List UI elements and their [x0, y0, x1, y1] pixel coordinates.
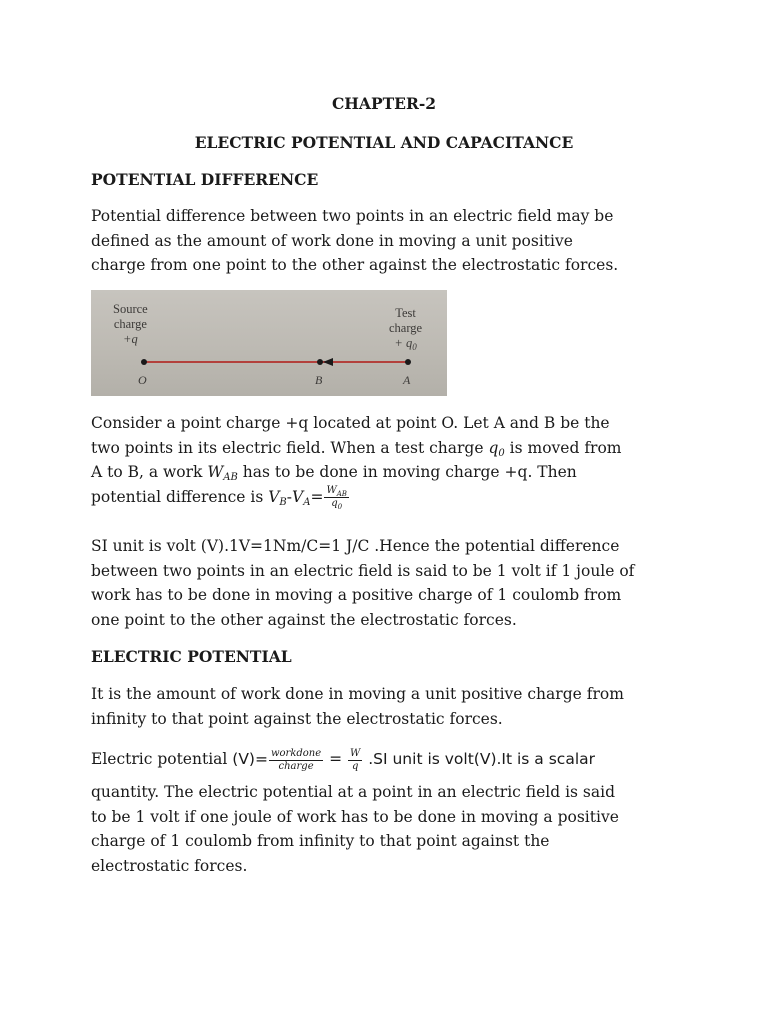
text-line: electrostatic forces. [91, 856, 248, 875]
text-line: SI unit is volt (V).1V=1Nm/C=1 J/C .Hence the potential difference [91, 537, 620, 555]
charge-diagram-photo [91, 290, 447, 396]
text-line: charge of 1 coulomb from infinity to that point against the [91, 832, 550, 850]
text-line: defined as the amount of work done in moving a unit positive [91, 231, 573, 250]
test-charge-label [389, 306, 422, 351]
text-line: one point to the other against the electrostatic forces. [91, 610, 517, 629]
fraction-denominator: q [351, 760, 359, 772]
text-line: Potential difference between two points in an electric field may be [91, 207, 614, 225]
text-fragment: = [324, 750, 348, 768]
source-label-line: Source [113, 302, 148, 316]
point-o-label: O [138, 373, 147, 387]
paragraph-electric-potential-formula [91, 744, 691, 878]
fraction-numerator: W [350, 747, 361, 759]
fraction-denominator: q [331, 498, 338, 509]
text-line: Consider a point charge +q located at point O. Let A and B be the [91, 414, 610, 432]
text-fragment: .SI unit is volt(V).It is a scalar [363, 750, 596, 768]
fraction-numerator: W [326, 485, 337, 496]
fraction-denominator: charge [278, 760, 314, 772]
fraction-w-over-q [348, 748, 362, 773]
text-fragment: Electric potential [91, 750, 233, 768]
heading-electric-potential: ELECTRIC POTENTIAL [91, 647, 292, 666]
math-subscript: B [279, 496, 287, 508]
paragraph-point-charge [91, 411, 691, 519]
fraction-workdone-over-charge [269, 748, 323, 773]
test-label-line: charge [389, 321, 423, 335]
heading-potential-difference: POTENTIAL DIFFERENCE [91, 170, 319, 189]
point-a-dot [405, 359, 411, 365]
math-symbol: q [488, 438, 499, 457]
paragraph-definition [91, 204, 691, 278]
chapter-title: ELECTRIC POTENTIAL AND CAPACITANCE [194, 133, 574, 152]
text-fragment: two points in its electric field. When a test charge [91, 438, 489, 457]
paragraph-electric-potential-definition [91, 682, 691, 731]
math-symbol: V [292, 487, 304, 506]
point-b-label: B [315, 373, 323, 387]
text-line: between two points in an electric field is said to be 1 volt if 1 joule of [91, 561, 635, 580]
text-line: to be 1 volt if one joule of work has to be done in moving a positive [91, 807, 619, 826]
text-line: It is the amount of work done in moving a unit positive charge from [91, 685, 624, 703]
point-o-dot [141, 359, 147, 365]
test-label-line: Test [395, 306, 416, 320]
text-line: quantity. The electric potential at a point in an electric field is said [91, 783, 616, 801]
fraction-numerator: workdone [270, 747, 322, 759]
source-label-line: +q [123, 332, 138, 346]
text-fragment: is moved from [504, 438, 622, 457]
chapter-label: CHAPTER-2 [331, 94, 437, 113]
math-subscript: AB [336, 490, 347, 498]
source-charge-label [113, 302, 148, 347]
math-subscript: AB [223, 472, 238, 483]
text-line [91, 436, 691, 461]
text-fragment: A to B, a work [91, 463, 208, 481]
text-line [91, 485, 691, 519]
text-line: infinity to that point against the electrostatic forces. [91, 709, 503, 728]
field-line [144, 361, 408, 363]
math-subscript: A [303, 496, 311, 508]
text-line: work has to be done in moving a positive charge of 1 coulomb from [91, 586, 622, 604]
text-line [91, 744, 691, 780]
arrow-left-icon [323, 358, 335, 366]
text-fragment: has to be done in moving charge +q. Then [237, 463, 577, 481]
text-fragment: potential difference is [91, 487, 269, 506]
math-subscript: 0 [337, 503, 343, 511]
fraction-wab-over-q0 [324, 485, 348, 510]
text-fragment: (V)= [232, 750, 268, 768]
source-label-line: charge [113, 317, 147, 331]
point-a-label: A [403, 373, 411, 387]
math-subscript: 0 [498, 447, 505, 459]
test-label-subscript: 0 [412, 342, 417, 352]
text-fragment: - [286, 487, 293, 506]
math-symbol: V [268, 487, 280, 506]
text-line [91, 460, 691, 485]
text-fragment: = [310, 487, 324, 506]
paragraph-si-unit [91, 534, 691, 632]
test-label-line: + q [394, 336, 413, 350]
text-line: charge from one point to the other against the electrostatic forces. [91, 256, 619, 274]
math-symbol: W [207, 463, 224, 481]
